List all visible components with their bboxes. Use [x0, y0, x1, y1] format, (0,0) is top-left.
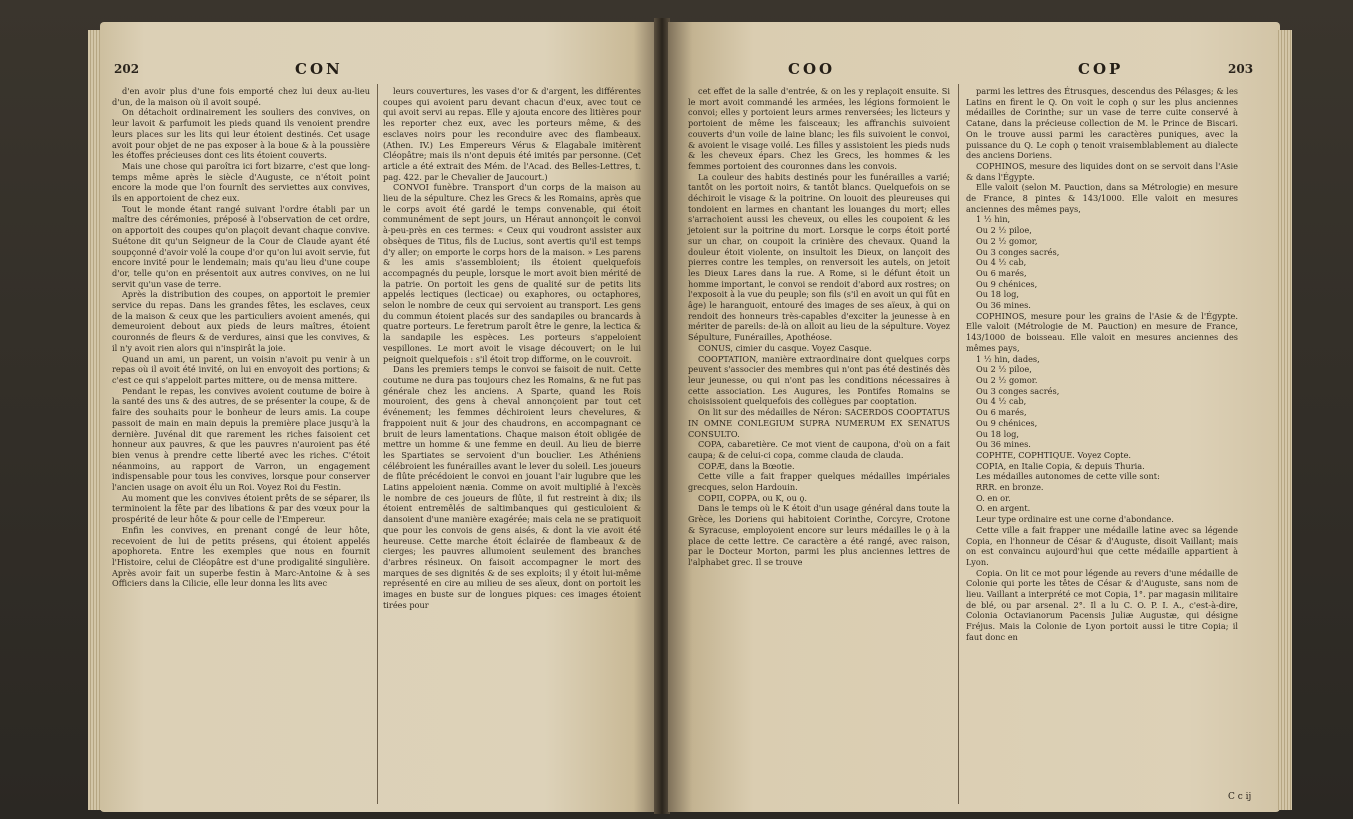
paragraph: COPII, COPPA, ou K, ou ϙ.	[698, 492, 807, 503]
paragraph: On détachoit ordinairement les souliers des convives, on leur lavoit & parfumoit les pieds quand ils venoient prendre leurs places sur les lits qui leur étoient destinés. Cet usage avoit pour objet de ne pas exposer à la boue & à la poussière les étoffes précieuses dont ces lits étoient couverts.	[112, 107, 370, 161]
paragraph: Ou 36 mines.	[976, 300, 1031, 311]
paragraph: Ou 18 log,	[976, 428, 1020, 439]
paragraph: Ou 2 ½ gomor,	[976, 235, 1038, 246]
paragraph: d'en avoir plus d'une fois emporté chez lui deux au-lieu d'un, de la maison où il avoit soupé.	[112, 86, 370, 107]
paragraph: parmi les lettres des Étrusques, descendus des Pélasges; & les Latins en firent le Q. On voit le coph ϙ sur les plus anciennes médailles de Corinthe; sur un vase de terre cuite conservé à Catane, dans la précieuse collection de M. le Prince de Biscari. On le trouve aussi parmi les caractères puniques, avec la puissance du Q. Le coph ϙ tenoit vraisemblablement au dialecte des anciens Doriens.	[966, 86, 1238, 161]
paragraph: La couleur des habits destinés pour les funérailles a varié; tantôt on les portoit noirs, & tantôt blancs. Quelquefois on se déchiroit le visage & la poitrine. On louoit des pleureuses qui tondoient en larmes en chantant les louanges du mort; elles s'arrachoient aussi les cheveux, ou elles les coupoient & les jetoient sur la poitrine du mort. Lorsque le corps étoit porté sur un char, on coupoit la crinière des chevaux. Quand la douleur étoit violente, on insultoit les Dieux, on lançoit des pierres contre les temples, on renversoit les autels, on jetoit les Dieux Lares dans la rue. A Rome, si le défunt étoit un homme important, le convoi se rendoit d'abord aux rostres; on l'exposoit à la vue du peuple; son fils (s'il en avoit un qui fût en âge) le haranguoit, entouré des images de ses aïeux, à qui on rendoit des honneurs très-capables d'exciter la jeunesse à en mériter de pareils: de-là on alloit au lieu de la sépulture. Voyez Sépulture, Funérailles, Apothéose.	[688, 171, 950, 343]
paragraph: Ou 4 ½ cab,	[976, 396, 1027, 407]
paragraph: CONVOI funèbre. Transport d'un corps de la maison au lieu de la sépulture. Chez les Grecs & les Romains, après que le corps avoit été gardé le temps convenable, qui étoit communément de sept jours, un Héraut annonçoit le convoi à-peu-près en ces termes: « Ceux qui voudront assister aux obsèques de Titus, fils de Lucius, sont avertis qu'il est temps d'y aller; on emporte le corps hors de la maison. » Les parens & les amis s'assembloient; ils étoient quelquefois accompagnés du peuple, lorsque le mort avoit bien mérité de la patrie. On portoit les gens de qualité sur de petits lits appelés lectiques (lecticae) ou exaphores, ou octaphores, selon le nombre de ceux qui servoient au transport. Les gens du commun étoient placés sur des sandapiles ou brancards à quatre porteurs. Le feretrum paroît être le genre, la lectica & la sandapile les espèces. Les porteurs s'appeloient vespillones. Le mort avoit le visage découvert; on le lui peignoit quelquefois : s'il étoit trop difforme, on le couvroit.	[383, 182, 641, 364]
paragraph: O. en or.	[976, 492, 1011, 503]
paragraph: Cette ville a fait frapper quelques médailles impériales grecques, selon Hardouin.	[688, 471, 950, 493]
paragraph: Ou 9 chénices,	[976, 417, 1038, 428]
paragraph: Ou 3 conges sacrés,	[976, 385, 1060, 396]
paragraph: Au moment que les convives étoient prêts de se séparer, ils terminoient la fête par des libations & par des vœux pour la prospérité de leur hôte & pour celle de l'Empereur.	[112, 492, 370, 525]
paragraph: Ou 18 log,	[976, 289, 1020, 300]
paragraph: O. en argent.	[976, 503, 1031, 514]
paragraph: COPHINOS, mesure des liquides dont on se servoit dans l'Asie & dans l'Égypte.	[966, 160, 1238, 182]
paragraph: COPIA, en Italie Copia, & depuis Thuria.	[976, 460, 1145, 471]
paragraph: 1 ½ hin, dades,	[976, 353, 1040, 364]
paragraph: Ou 4 ½ cab,	[976, 257, 1027, 268]
paragraph: RRR. en bronze.	[976, 482, 1044, 493]
paragraph: Tout le monde étant rangé suivant l'ordre établi par un maître des cérémonies, préposé à l'observation de cet ordre, on apportoit des coupes qu'on plaçoit devant chaque convive. Suétone dit qu'un Seigneur de la Cour de Claude ayant été soupçonné d'avoir volé la coupe d'or qu'on lui avoit servie, fut encore invité pour le lendemain; mais qu'au lieu d'une coupe d'or, telle qu'on en présentoit aux autres convives, on ne lui servit qu'un vase de terre.	[112, 203, 370, 289]
paragraph: Ou 6 marés,	[976, 267, 1027, 278]
paragraph: Ou 2 ½ piloe,	[976, 364, 1032, 375]
paragraph: leurs couvertures, les vases d'or & d'argent, les différentes coupes qui avoient paru devant chacun d'eux, avec tout ce qui avoit servi au repas. Elle y ajouta encore des litières pour les reporter chez eux, avec les porteurs même, & des esclaves noirs pour les reconduire avec des flambeaux. (Athen. IV.) Les Empereurs Vérus & Elagabale imitèrent Cléopâtre; mais ils n'ont depuis été imités par personne. (Cet article a été extrait des Mém. de l'Acad. des Belles-Lettres, t. pag. 422. par le Chevalier de Jaucourt.)	[383, 86, 641, 182]
paragraph: Copia. On lit ce mot pour légende au revers d'une médaille de Colonie qui porte les têtes de César & d'Auguste, sans nom de lieu. Vaillant a interprété ce mot Copia, 1°. par magasin militaire de blé, ou par arsenal. 2°. Il a lu C. O. P. I. A., c'est-à-dire, Colonia Octavianorum Pacensis Juliæ Augustæ, qui désigne Fréjus. Mais la Colonie de Lyon portoit aussi le titre Copia; il faut donc en	[966, 567, 1238, 642]
page-edges-right	[1278, 30, 1292, 810]
paragraph: Leur type ordinaire est une corne d'abondance.	[976, 514, 1174, 525]
paragraph: Ou 6 marés,	[976, 407, 1027, 418]
paragraph: 1 ½ hin,	[976, 214, 1011, 225]
right-page	[668, 22, 1280, 812]
right-column-2	[966, 86, 1238, 806]
left-page	[100, 22, 656, 812]
paragraph: Elle valoit (selon M. Pauction, dans sa Métrologie) en mesure de France, 8 pintes & 143/1000. Elle valoit en mesures anciennes des mêmes pays,	[966, 182, 1238, 214]
paragraph: Après la distribution des coupes, on apportoit le premier service du repas. Dans les grandes fêtes, les esclaves, ceux de la maison & ceux que les particuliers avoient amenés, qui demeuroient debout aux pieds de leurs maîtres, étoient couronnés de fleurs & de verdures, ainsi que les convives, & il n'y avoit rien alors qui n'inspirât la joie.	[112, 289, 370, 353]
paragraph: Enfin les convives, en prenant congé de leur hôte, recevoient de lui de petits présens, qui étoient appelés apophoreta. Entre les exemples que nous en fournit l'Histoire, celui de Cléopâtre est d'une prodigalité singulière. Après avoir fait un superbe festin à Marc-Antoine & à ses Officiers dans la Cilicie, elle leur donna les lits avec	[112, 524, 370, 589]
paragraph: COPHTE, COPHTIQUE. Voyez Copte.	[976, 449, 1132, 460]
paragraph: COPA, cabaretière. Ce mot vient de caupona, d'où on a fait caupa; & de celui-ci copa, comme clauda de clauda.	[688, 439, 950, 460]
page-number-left: 202	[114, 62, 140, 76]
paragraph: On lit sur des médailles de Néron: SACERDOS COOPTATUS IN OMNE CONLEGIUM SUPRA NUMERUM EX SENATUS CONSULTO.	[688, 407, 950, 439]
running-header-left: CON	[295, 60, 343, 78]
paragraph: COOPTATION, manière extraordinaire dont quelques corps peuvent s'associer des membres qui n'ont pas été destinés dès leur jeunesse, ou qui n'ont pas les conditions nécessaires à cette association. Les Augures, les Pontifes Romains se choisissoient quelquefois des collègues par cooptation.	[688, 353, 950, 407]
paragraph: Pendant le repas, les convives avoient coutume de boire à la santé des uns & des autres, de se présenter la coupe, & de faire des souhaits pour le bonheur de leurs amis. La coupe passoit de main en main depuis la première place jusqu'à la dernière. Juvénal dit que rarement les riches faisoient cet honneur aux pauvres, & que les pauvres n'auroient pas été bien venus à prendre cette liberté avec les riches. C'étoit néanmoins, au rapport de Varron, un engagement indispensable pour tous les convives, lorsque pour conserver l'ancien usage on avoit élu un Roi. Voyez Roi du Festin.	[112, 385, 370, 493]
paragraph: Mais une chose qui paroîtra ici fort bizarre, c'est que long-temps même après le siècle d'Auguste, ce n'étoit point encore la mode que l'on fournît des serviettes aux convives, ils en apportoient de chez eux.	[112, 160, 370, 204]
right-column-1	[688, 86, 950, 806]
running-header-right-right: COP	[1078, 60, 1124, 78]
paragraph: cet effet de la salle d'entrée, & on les y replaçoit ensuite. Si le mort avoit commandé les armées, les légions formoient le convoi; elles y portoient leurs armes renversées; les licteurs y portoient de même les faisceaux; les affranchis suivoient couverts d'un voile de laine blanc; les fils suivoient le convoi, & avoient le visage voilé. Les filles y assistoient les pieds nuds & les cheveux épars. Chez les Grecs, les hommes & les femmes portoient des couronnes dans les convois.	[688, 86, 950, 171]
paragraph: Quand un ami, un parent, un voisin n'avoit pu venir à un repas où il avoit été invité, on lui en envoyoit des portions; & c'est ce qui s'appeloit partes mittere, ou de mensa mittere.	[112, 353, 370, 385]
page-number-right: 203	[1228, 62, 1254, 76]
paragraph: Ou 3 conges sacrés,	[976, 246, 1060, 257]
catchword: C c ij	[1228, 792, 1252, 802]
left-column-1	[112, 86, 370, 806]
paragraph: Ou 36 mines.	[976, 439, 1031, 450]
paragraph: Dans le temps où le K étoit d'un usage général dans toute la Grèce, les Doriens qui habitoient Corinthe, Corcyre, Crotone & Syracuse, employoient encore sur leurs médailles le ϙ à la place de cette lettre. Ce caractère a été rangé, avec raison, par le Docteur Morton, parmi les plus anciennes lettres de l'alphabet grec. Il se trouve	[688, 503, 950, 567]
paragraph: Dans les premiers temps le convoi se faisoit de nuit. Cette coutume ne dura pas toujours chez les Romains, & ne fut pas générale chez les anciens. A Sparte, quand les Rois mouroient, des gens à cheval annonçoient par tout cet événement; les femmes déchiroient leurs chevelures, & frappoient nuit & jour des chaudrons, en accompagnant ce bruit de leurs lamentations. Chaque maison étoit obligée de mettre un homme & une femme en deuil. Au lieu de bierre les Spartiates se servoient d'un bouclier. Les Athéniens célébroient les funérailles avant le lever du soleil. Les joueurs de flûte précédoient le convoi en jouant l'air lugubre que les Latins appeloient nænia. Comme on avoit multiplié à l'excès le nombre de ces joueurs de flûte, il fut restreint à dix; ils étoient entremêlés de saltimbanques qui gesticuloient & dansoient d'une manière exagérée; mais cela ne se pratiquoit que pour les convois de gens aisés, & dont la vie avoit été heureuse. Cette marche étoit éclairée de flambeaux & de cierges; les pauvres allumoient seulement des branches d'arbres résineux. On faisoit accompagner le mort des marques de ses dignités & de ses exploits; il y étoit lui-même représenté en cire au milieu de ses aïeux, dont on portoit les images en buste sur de longues piques: ces images étoient tirées pour	[383, 364, 641, 610]
paragraph: Cette ville a fait frapper une médaille latine avec sa légende Copia, en l'honneur de César & d'Auguste, disoit Vaillant; mais on est convaincu aujourd'hui que cette médaille appartient à Lyon.	[966, 524, 1238, 567]
paragraph: Ou 9 chénices,	[976, 278, 1038, 289]
paragraph: COPHINOS, mesure pour les grains de l'Asie & de l'Égypte. Elle valoit (Métrologie de M. Pauction) en mesure de France, 143/1000 de boisseau. Elle valoit en mesures anciennes des mêmes pays,	[966, 310, 1238, 353]
left-column-2	[383, 86, 641, 806]
column-rule	[377, 84, 378, 804]
paragraph: Les médailles autonomes de cette ville sont:	[976, 471, 1160, 482]
paragraph: Ou 2 ½ piloe,	[976, 225, 1032, 236]
paragraph: COPÆ, dans la Bœotie.	[698, 460, 795, 471]
running-header-right-left: COO	[788, 60, 836, 78]
column-rule	[958, 84, 959, 804]
paragraph: CONUS, cimier du casque. Voyez Casque.	[698, 342, 872, 353]
paragraph: Ou 2 ½ gomor.	[976, 374, 1038, 385]
